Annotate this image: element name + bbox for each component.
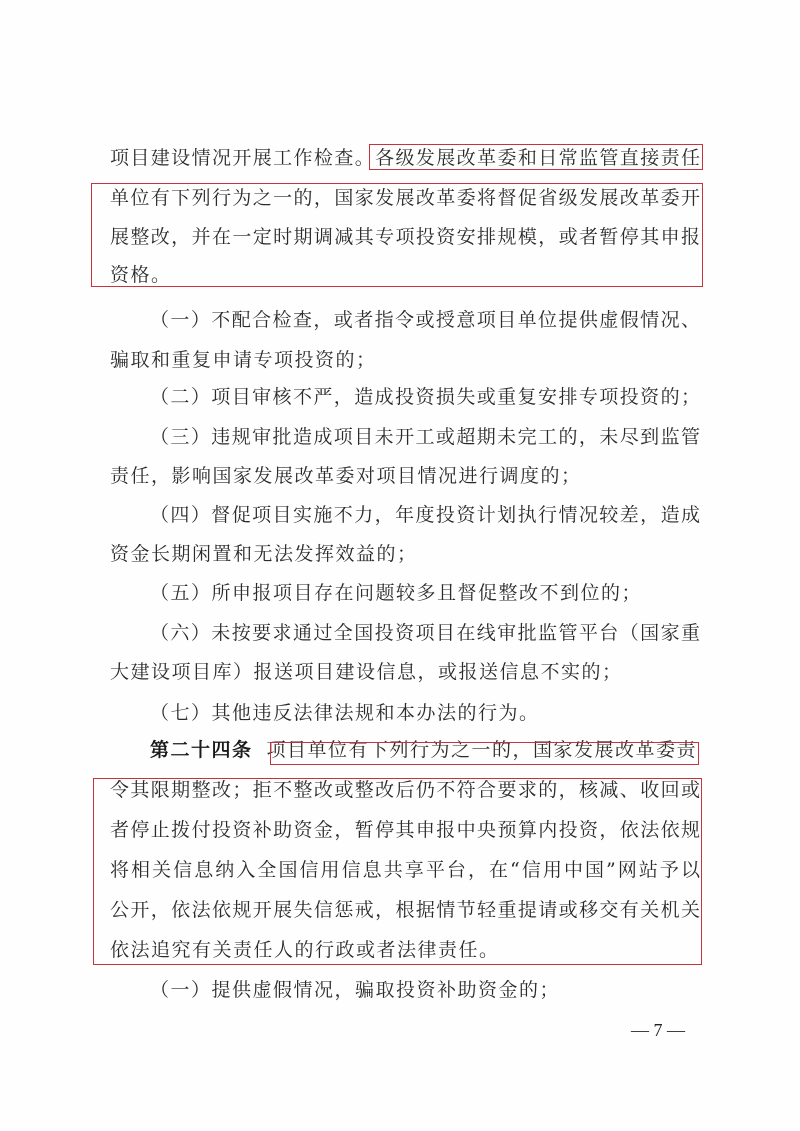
paragraph-line: 资格。: [110, 264, 172, 286]
list-item-6-line: （六）未按要求通过全国投资项目在线审批监管平台（国家重: [150, 622, 700, 644]
article-24-line: 者停止拨付投资补助资金，暂停其申报中央预算内投资，依法依规: [110, 819, 700, 841]
list-item-5-line: （五）所申报项目存在问题较多且督促整改不到位的；: [150, 582, 643, 604]
article-24-line: 公开，依法依规开展失信惩戒，根据情节轻重提请或移交有关机关: [110, 899, 700, 921]
list-item-1-line: 骗取和重复申请专项投资的；: [110, 349, 377, 371]
article-heading: 第二十四条: [150, 739, 253, 761]
paragraph-line: 展整改，并在一定时期调减其专项投资安排规模，或者暂停其申报: [110, 226, 700, 248]
list-item-3-line: （三）违规审批造成项目未开工或超期未完工的，未尽到监管: [150, 426, 700, 448]
list-item-3-line: 责任，影响国家发展改革委对项目情况进行调度的；: [110, 465, 582, 487]
article-24-line: 将相关信息纳入全国信用信息共享平台，在“信用中国”网站予以: [110, 859, 700, 881]
list-item-1-line: （一）不配合检查，或者指令或授意项目单位提供虚假情况、: [150, 309, 700, 331]
list-item-7-line: （七）其他违反法律法规和本办法的行为。: [150, 702, 540, 724]
article-24-first-text: 项目单位有下列行为之一的，国家发展改革委责: [266, 739, 698, 761]
article-24-line: 依法追究有关责任人的行政或者法律责任。: [110, 939, 500, 961]
paragraph-line: 单位有下列行为之一的，国家发展改革委将督促省级发展改革委开: [110, 187, 700, 209]
paragraph-line: 项目建设情况开展工作检查。各级发展改革委和日常监管直接责任: [110, 147, 700, 169]
list-item-4-line: 资金长期闲置和无法发挥效益的；: [110, 543, 418, 565]
article-24-item-1-line: （一）提供虚假情况，骗取投资补助资金的；: [150, 979, 561, 1001]
article-24-first-line: [150, 730, 700, 770]
article-24-line: 令其限期整改；拒不整改或整改后仍不符合要求的，核减、收回或: [110, 779, 700, 801]
list-item-6-line: 大建设项目库）报送项目建设信息，或报送信息不实的；: [110, 661, 623, 683]
list-item-4-line: （四）督促项目实施不力，年度投资计划执行情况较差，造成: [150, 504, 700, 526]
list-item-2-line: （二）项目审核不严，造成投资损失或重复安排专项投资的；: [150, 386, 700, 408]
page-number: — 7 —: [631, 1020, 685, 1040]
